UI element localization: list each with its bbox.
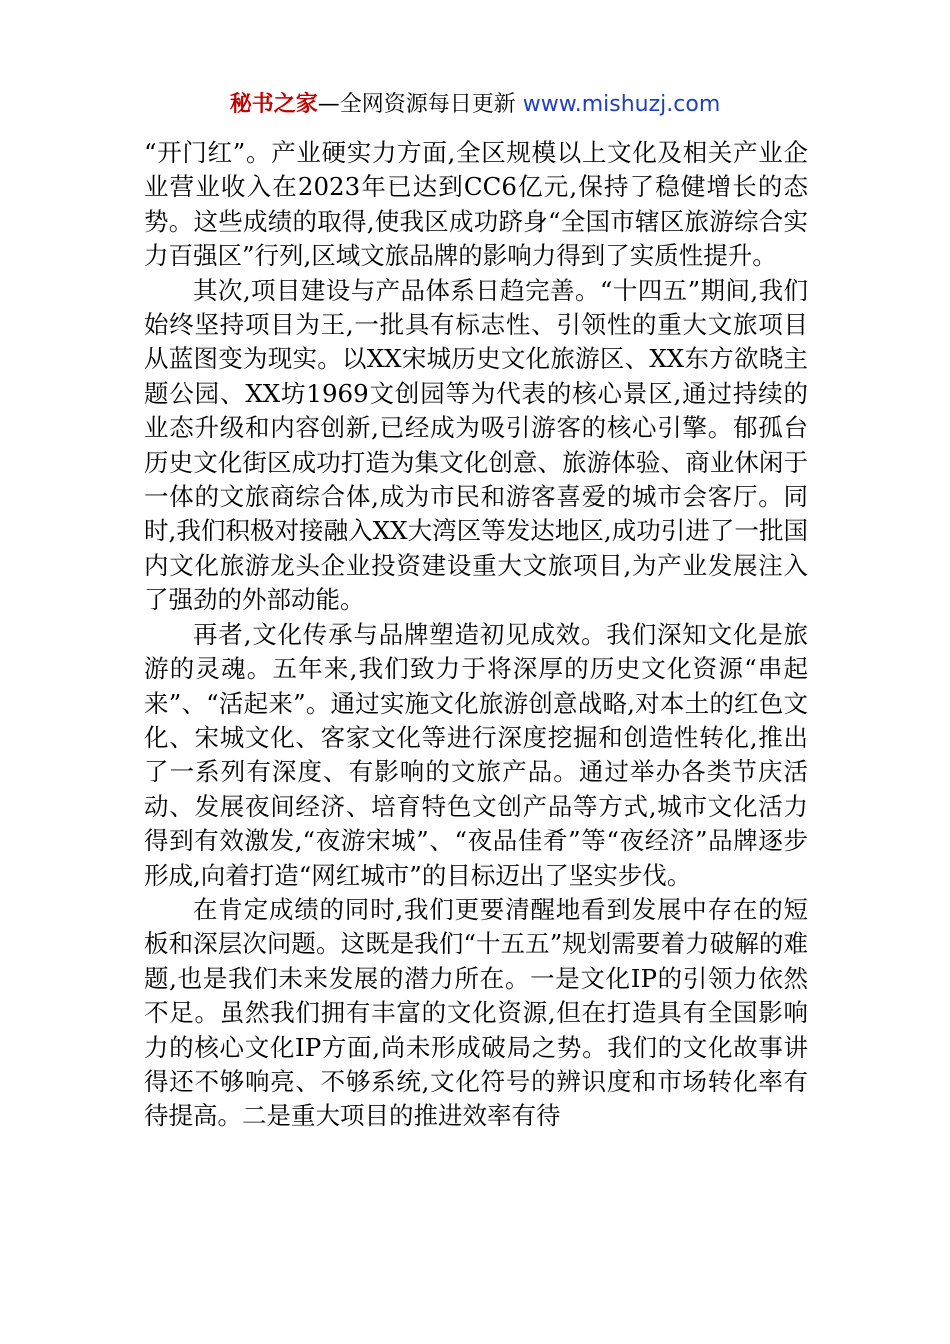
paragraph-3: 再者,文化传承与品牌塑造初见成效。我们深知文化是旅游的灵魂。五年来,我们致力于将深厚的历史文化资源“串起来”、“活起来”。通过实施文化旅游创意战略,对本土的红色文化、宋城文化、客家文化等进行深度挖掘和创造性转化,推出了一系列有深度、有影响的文旅产品。通过举办各类节庆活动、发展夜间经济、培育特色文创产品等方式,城市文化活力得到有效激发,“夜游宋城”、“夜品佳肴”等“夜经济”品牌逐步形成,向着打造“网红城市”的目标迈出了坚实步伐。 xyxy=(144,619,808,890)
header-tagline: —全网资源每日更新 xyxy=(317,92,516,117)
paragraph-1: “开门红”。产业硬实力方面,全区规模以上文化及相关产业企业营业收入在2023年已达到CC6亿元,保持了稳健增长的态势。这些成绩的取得,使我区成功跻身“全国市辖区旅游综合实力百强区”行列,区域文旅品牌的影响力得到了实质性提升。 xyxy=(144,138,808,271)
header-brand: 秘书之家 xyxy=(229,92,318,117)
paragraph-4: 在肯定成绩的同时,我们更要清醒地看到发展中存在的短板和深层次问题。这既是我们“十五五”规划需要着力破解的难题,也是我们未来发展的潜力所在。一是文化IP的引领力依然不足。虽然我们拥有丰富的文化资源,但在打造具有全国影响力的核心文化IP方面,尚未形成破局之势。我们的文化故事讲得还不够响亮、不够系统,文化符号的辨识度和市场转化率有待提高。二是重大项目的推进效率有待 xyxy=(144,894,808,1131)
paragraph-2: 其次,项目建设与产品体系日趋完善。“十四五”期间,我们始终坚持项目为王,一批具有标志性、引领性的重大文旅项目从蓝图变为现实。以XX宋城历史文化旅游区、XX东方欲晓主题公园、XX坊1969文创园等为代表的核心景区,通过持续的业态升级和内容创新,已经成为吸引游客的核心引擎。郁孤台历史文化街区成功打造为集文化创意、旅游体验、商业休闲于一体的文旅商综合体,成为市民和游客喜爱的城市会客厅。同时,我们积极对接融入XX大湾区等发达地区,成功引进了一批国内文化旅游龙头企业投资建设重大文旅项目,为产业发展注入了强劲的外部动能。 xyxy=(144,275,808,615)
header-url-link[interactable]: www.mishuzj.com xyxy=(522,92,721,117)
document-body xyxy=(144,136,808,1134)
page-header xyxy=(0,88,950,122)
